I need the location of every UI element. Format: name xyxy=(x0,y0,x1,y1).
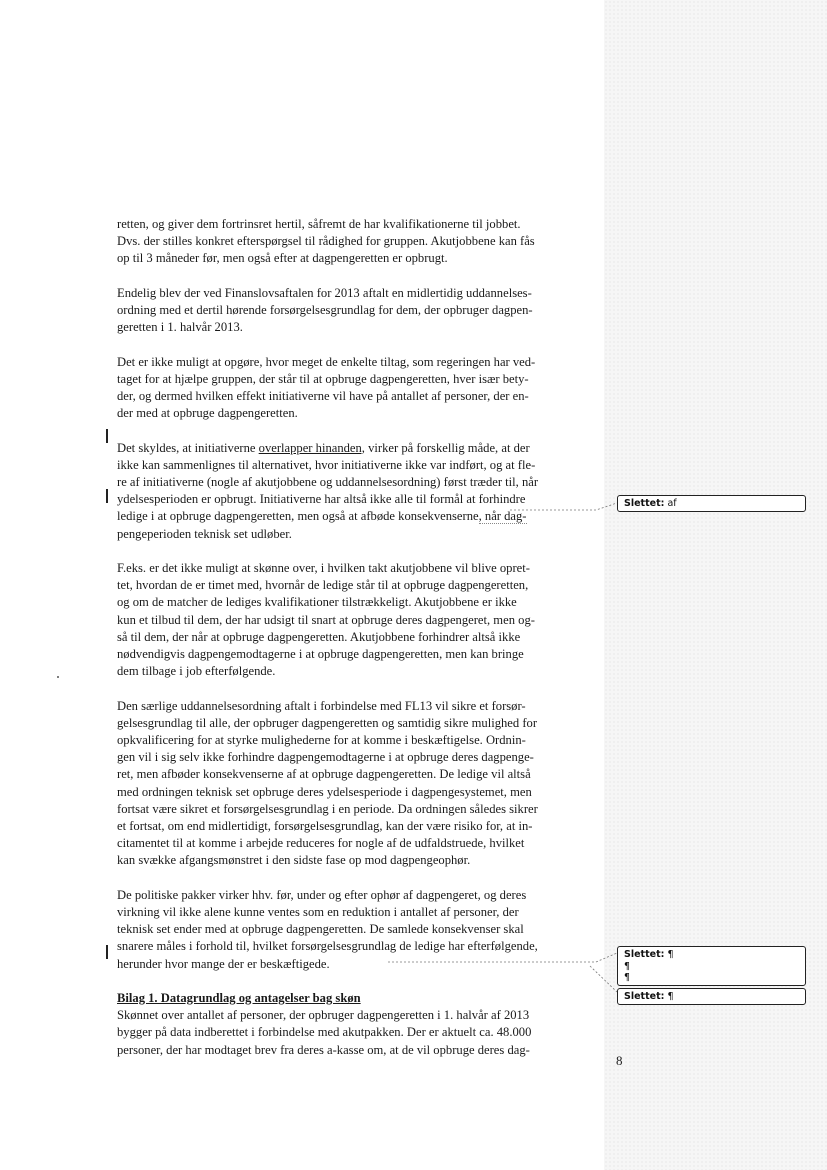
text-line: Skønnet over antallet af personer, der opbruger dagpengeretten i 1. halvår af 2013 xyxy=(117,1008,530,1023)
text-line: herunder hvor mange der er beskæftigede. xyxy=(117,956,330,971)
text-line: F.eks. er det ikke muligt at skønne over, i hvilken takt akutjobbene vil blive opret- xyxy=(117,561,530,575)
text-line: nødvendigvis dagpengemodtagerne i at opbruge dagpengeretten, men kan bringe xyxy=(117,647,524,662)
text-segment: Det skyldes, at initiativerne xyxy=(117,440,259,455)
pilcrow-mark: ¶ xyxy=(667,949,674,960)
appendix-heading: Bilag 1. Datagrundlag og antagelser bag skøn xyxy=(117,991,361,1006)
inserted-text: overlapper hinanden, xyxy=(258,440,365,455)
pilcrow-mark: ¶ xyxy=(624,960,631,972)
text-line: et fortsat, om end midlertidigt, forsørgelsesgrundlag, kan der være risiko for, at in- xyxy=(117,819,533,834)
text-line: De politiske pakker virker hhv. før, under og efter ophør af dagpengeret, og deres xyxy=(117,887,527,902)
text-line: så til dem, der når at opbruge dagpengeretten. Akutjobbene forhindrer altså ikke xyxy=(117,629,521,644)
text-line: Dvs. der stilles konkret efterspørgsel til rådighed for gruppen. Akutjobbene kan fås xyxy=(117,234,535,249)
text-line: fortsat være sikret et forsørgelsesgrundlag i en periode. Da ordningen således sikrer xyxy=(117,801,538,816)
text-line: pengeperioden teknisk set udløber. xyxy=(117,526,292,541)
text-line: bygger på data indberettet i forbindelse med akutpakken. Der er aktuelt ca. 48.000 xyxy=(117,1025,532,1040)
text-line: der med at opbruge dagpengeretten. xyxy=(117,406,298,421)
text-line: ikke kan sammenlignes til alternativet, hvor initiativerne ikke var indført, og at fle- xyxy=(117,457,536,472)
pilcrow-mark: ¶ xyxy=(667,991,674,1002)
text-line: opkvalificering for at styrke mulighederne for at komme i beskæftigelse. Ordnin- xyxy=(117,733,526,748)
text-line: gelsesgrundlag til alle, der opbruger dagpengeretten og samtidig sikre mulighed for xyxy=(117,715,538,730)
text-line: virkning vil ikke alene kunne ventes som en reduktion i antallet af personer, der xyxy=(117,905,519,920)
text-line: retten, og giver dem fortrinsret hertil, såfremt de har kvalifikationerne til jobbet. xyxy=(117,217,521,231)
balloon-label: Slettet: xyxy=(624,498,665,509)
text-line: teknisk set ender med at opbruge dagpengeretten. De samlede konsekvenser skal xyxy=(117,922,524,937)
text-line: der, og dermed hvilken effekt initiativerne vil have på antallet af personer, der en- xyxy=(117,389,529,403)
text-segment: , når dag- xyxy=(478,509,527,524)
text-segment: virker på forskellig måde, at der xyxy=(364,440,530,455)
text-line: kun et tilbud til dem, der har udsigt til snart at opbruge deres dagpengeret, men og- xyxy=(117,612,535,627)
text-line: op til 3 måneder før, men også efter at dagpengeretten er opbrugt. xyxy=(117,251,448,266)
balloon-line xyxy=(624,949,799,961)
pilcrow-mark: ¶ xyxy=(624,972,631,983)
balloon-text: af xyxy=(667,498,677,509)
text-segment: ledige i at opbruge dagpengeretten, men også at afbøde konsekvenserne xyxy=(117,509,479,524)
text-line: ordning med et dertil hørende forsørgelsesgrundlag for dem, der opbruger dagpen- xyxy=(117,303,533,317)
page-number: 8 xyxy=(616,1053,623,1068)
text-line: ydelsesperioden er opbrugt. Initiativerne har altså ikke alle til formål at forhindre xyxy=(117,492,526,507)
deletion-balloon[interactable] xyxy=(617,946,806,986)
text-line: ret, men afbøder konsekvenserne af at opbruge dagpengeretten. De ledige vil altså xyxy=(117,767,531,782)
text-line: og om de matcher de lediges kvalifikationer tilstrækkeligt. Akutjobbene er ikke xyxy=(117,595,517,610)
text-line: Den særlige uddannelsesordning aftalt i forbindelse med FL13 vil sikre et forsør- xyxy=(117,698,526,713)
text-line: tet, hvordan de er timet med, hvornår de ledige står til at opbruge dagpengeretten, xyxy=(117,578,529,593)
text-line: dem tilbage i job efterfølgende. xyxy=(117,664,276,679)
text-line: med ordningen teknisk set opbruge deres ydelsesperiode i dagpengesystemet, men xyxy=(117,784,532,799)
text-line: re af initiativerne (nogle af akutjobbene og uddannelsesordning) først træder til, når xyxy=(117,475,539,489)
text-line: gen vil i sig selv ikke forhindre dagpengemodtagerne i at opbruge deres dagpenge- xyxy=(117,750,534,765)
text-line: snarere måles i forhold til, hvilket forsørgelsesgrundlag de ledige har efterfølgende, xyxy=(117,939,538,954)
text-line: personer, der har modtaget brev fra deres a-kasse om, at de vil opbruge deres dag- xyxy=(117,1042,530,1057)
deletion-balloon[interactable] xyxy=(617,988,806,1005)
text-line: Det er ikke muligt at opgøre, hvor meget de enkelte tiltag, som regeringen har ved- xyxy=(117,354,536,369)
balloon-label: Slettet: xyxy=(624,949,665,960)
text-line: Endelig blev der ved Finanslovsaftalen for 2013 aftalt en midlertidig uddannelses- xyxy=(117,285,532,300)
text-line: kan svække afgangsmønstret i den sidste fase op mod dagpengeophør. xyxy=(117,853,471,868)
text-line: taget for at hjælpe gruppen, der står til at opbruge dagpengeretten, hver især bety- xyxy=(117,371,529,386)
balloon-label: Slettet: xyxy=(624,991,665,1002)
deletion-balloon[interactable] xyxy=(617,495,806,512)
text-line: citamentet til at komme i arbejde reduceres for nogle af de udfaldstruede, hvilket xyxy=(117,836,525,851)
text-line: geretten i 1. halvår 2013. xyxy=(117,320,243,335)
